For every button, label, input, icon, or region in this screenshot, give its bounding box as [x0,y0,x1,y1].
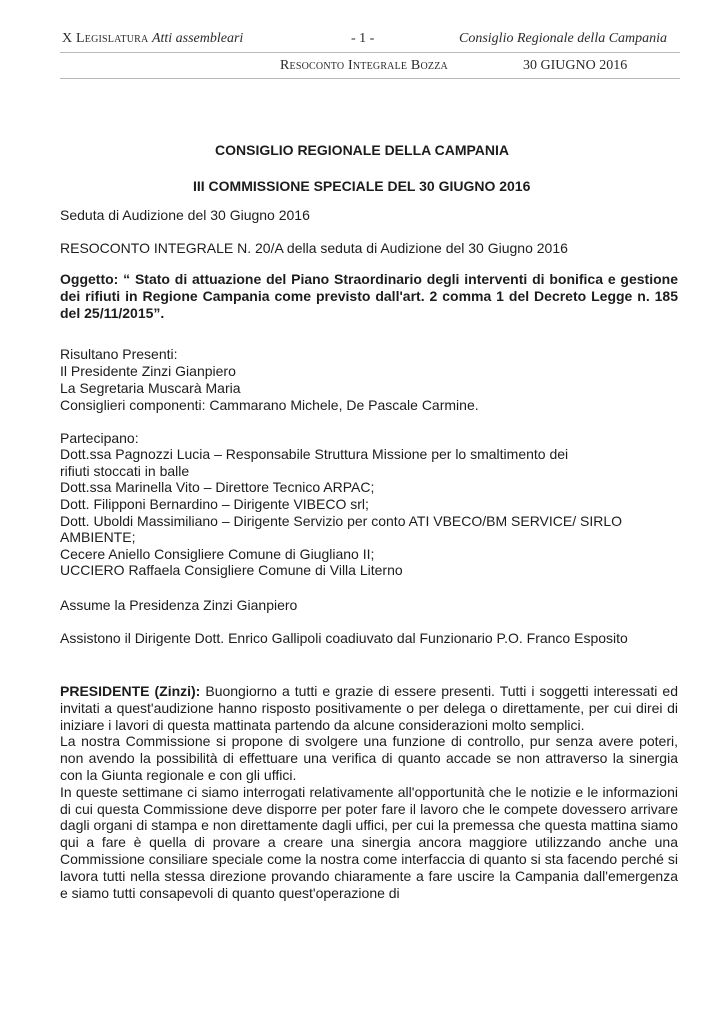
participant-line: Dott. Filipponi Bernardino – Dirigente VIBECO srl; [60,496,369,512]
header-rule-bottom [60,78,680,79]
present-line: Consiglieri componenti: Cammarano Michele, De Pascale Carmine. [60,397,479,413]
session-line: Seduta di Audizione del 30 Giugno 2016 [60,207,310,223]
present-line: La Segretaria Muscarà Maria [60,380,241,396]
header-legislature: X Legislatura [62,31,149,46]
header-report-label: Resoconto Integrale Bozza [280,58,448,73]
header-acts: Atti assembleari [151,31,244,46]
participant-line: UCCIERO Raffaela Consigliere Comune di Villa Literno [60,562,403,578]
header-date: 30 GIUGNO 2016 [523,58,628,73]
participant-line: Cecere Aniello Consigliere Comune di Giugliano II; [60,546,375,562]
participants-heading: Partecipano: [60,430,139,446]
present-line: Il Presidente Zinzi Gianpiero [60,363,236,379]
participant-line: Dott.ssa Pagnozzi Lucia – Responsabile Struttura Missione per lo smaltimento dei [60,446,569,462]
council-title: CONSIGLIO REGIONALE DELLA CAMPANIA [215,142,509,158]
participant-line: AMBIENTE; [60,529,136,545]
speaker-label: PRESIDENTE (Zinzi): [60,683,201,699]
header-rule-top [60,52,680,53]
speech-paragraph: La nostra Commissione si propone di svolgere una funzione di controllo, pur senza avere poteri, non avendo la possibilità di effettuare una verifica di quanto accade se non attraverso la sinergia con la Giunta regionale e con gli uffici. [60,733,678,783]
header-council: Consiglio Regionale della Campania [459,31,668,46]
assistants-line: Assistono il Dirigente Dott. Enrico Gallipoli coadiuvato dal Funzionario P.O. Franco Esposito [60,630,628,646]
subject-paragraph: Oggetto: “ Stato di attuazione del Piano Straordinario degli interventi di bonifica e gestione dei rifiuti in Regione Campania come previsto dall'art. 2 comma 1 del Decreto Legge n. 185 del 25/11/2015”. [60,271,678,321]
presidency-line: Assume la Presidenza Zinzi Gianpiero [60,597,298,613]
speech-block [60,683,678,901]
present-heading: Risultano Presenti: [60,346,178,362]
participant-line: Dott.ssa Marinella Vito – Direttore Tecnico ARPAC; [60,479,375,495]
header-page-number: - 1 - [351,31,375,46]
header-legislature-line [62,31,243,47]
speech-paragraph [60,683,678,733]
report-line: RESOCONTO INTEGRALE N. 20/A della seduta di Audizione del 30 Giugno 2016 [60,240,568,256]
speech-text: Buongiorno a tutti e grazie di essere presenti. Tutti i soggetti interessati ed invitati a quest'audizione hanno risposto positivamente o per delega o direttamente, per cui direi di iniziare i lavori di questa mattinata partendo da alcune considerazioni molto semplici. [60,683,678,733]
commission-title: III COMMISSIONE SPECIALE DEL 30 GIUGNO 2016 [193,178,531,194]
participant-line: Dott. Uboldi Massimiliano – Dirigente Servizio per conto ATI VBECO/BM SERVICE/ SIRLO [60,513,623,529]
participant-line: rifiuti stoccati in balle [60,463,190,479]
speech-paragraph: In queste settimane ci siamo interrogati relativamente all'opportunità che le notizie e le informazioni di cui questa Commissione deve disporre per poter fare il lavoro che le compete dovessero arrivare dagli organi di stampa e non direttamente dagli uffici, per cui la premessa che questa mattina siamo qui a fare è quella di provare a creare una sinergia ancora maggiore utilizzando anche una Commissione consiliare speciale come la nostra come interfaccia di quanto si sta facendo perché si lavora tutti nella stessa direzione provando chiaramente a fare uscire la Campania dall'emergenza e siamo tutti consapevoli di quanto quest'operazione di [60,783,678,901]
